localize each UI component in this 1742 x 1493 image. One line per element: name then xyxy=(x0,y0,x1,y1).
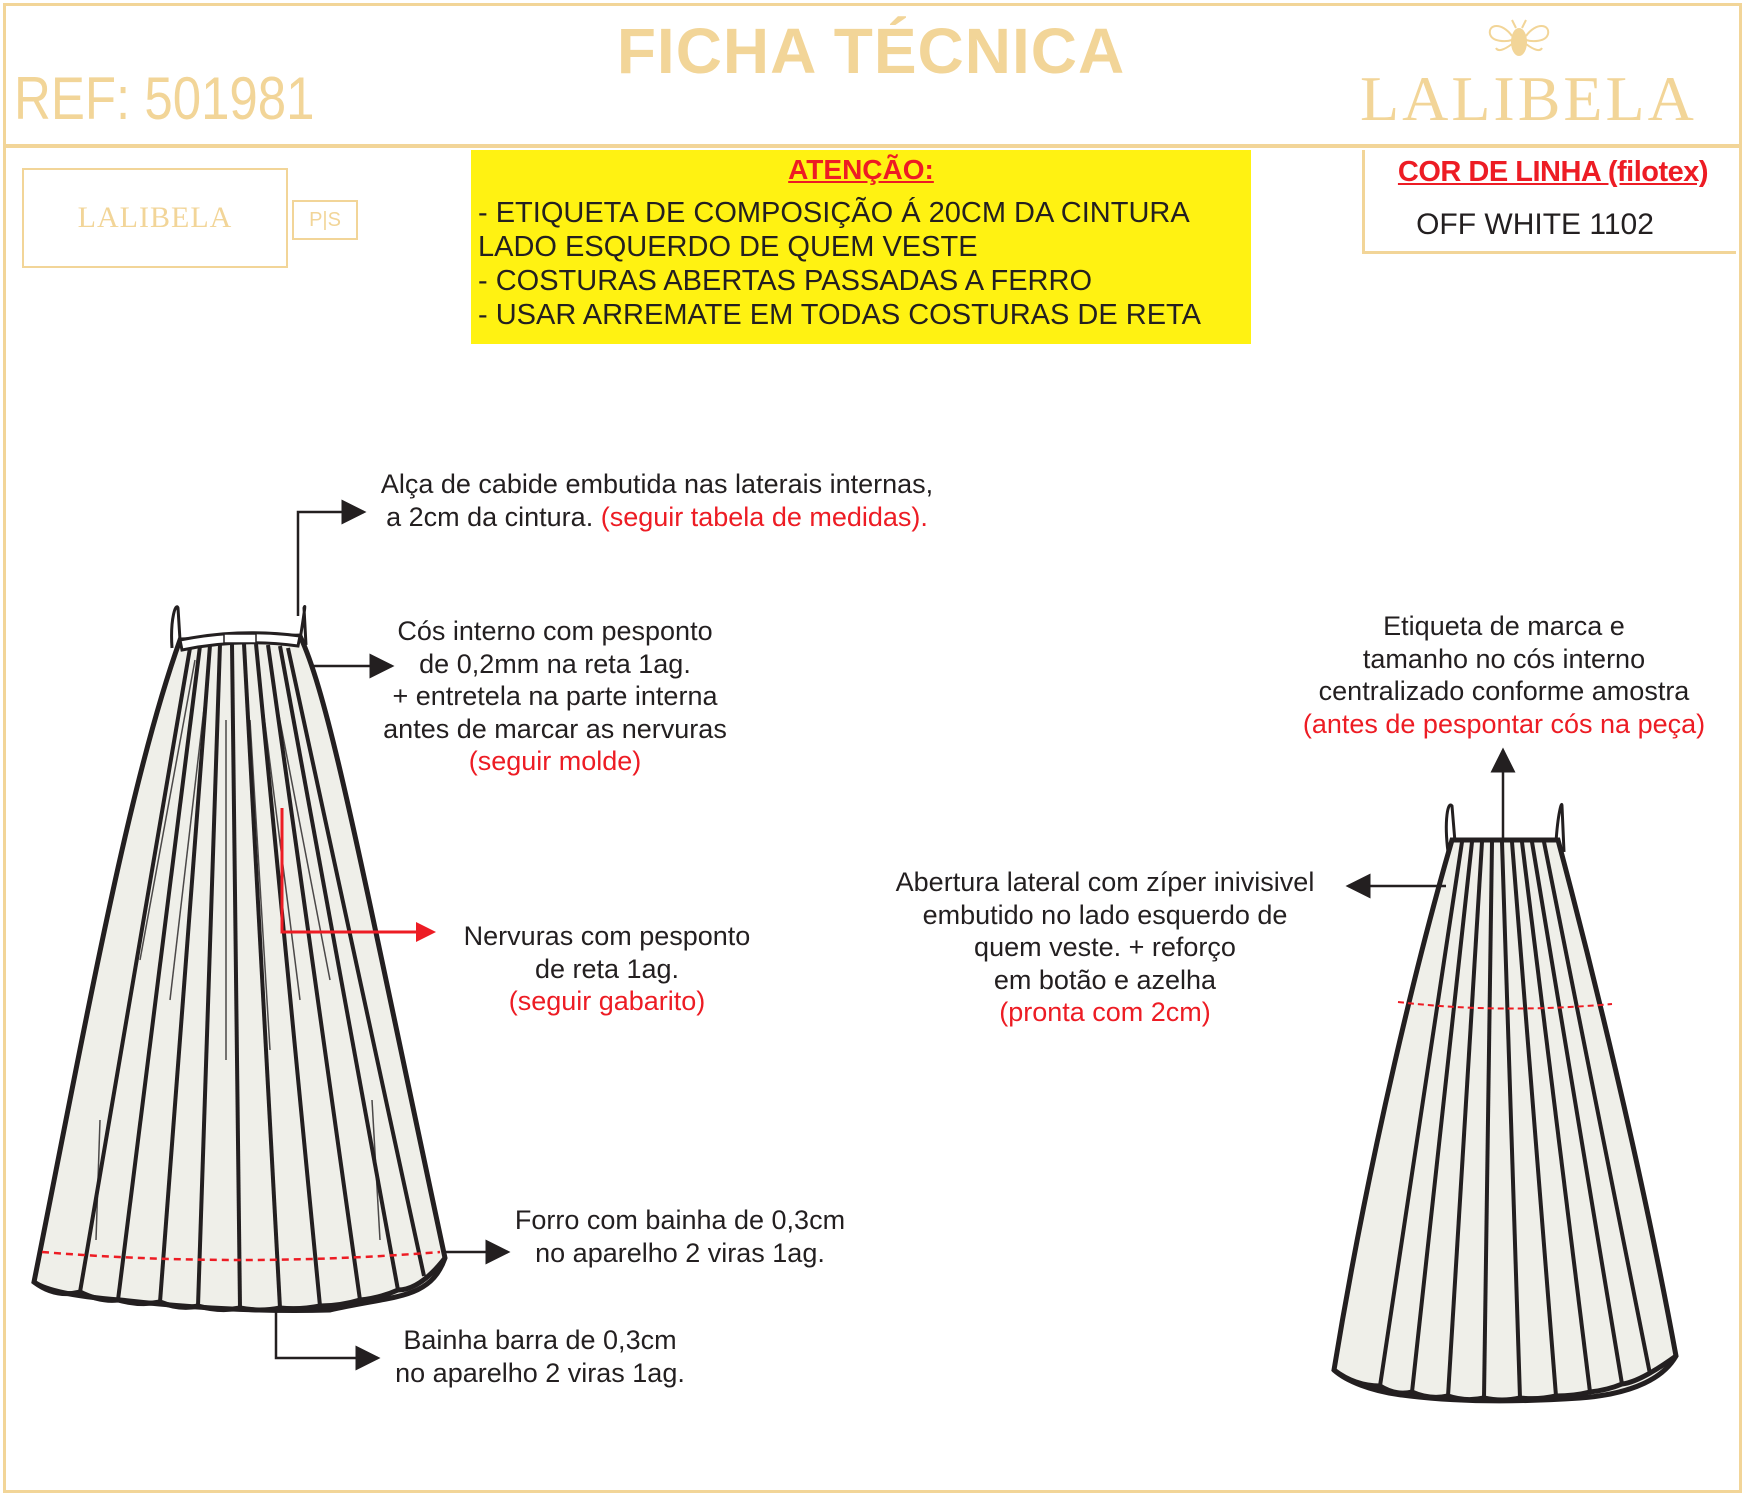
note-red-text: (antes de pespontar cós na peça) xyxy=(1302,708,1706,739)
note-text: Abertura lateral com zíper inivisivel xyxy=(895,867,1315,897)
note-pintucks xyxy=(446,920,768,1018)
note-text: a 2cm da cintura. xyxy=(386,501,594,532)
thread-color-title: COR DE LINHA (filotex) xyxy=(1397,156,1709,188)
note-text: + entretela na parte interna xyxy=(392,681,718,711)
attention-line: LADO ESQUERDO DE QUEM VESTE xyxy=(478,231,978,263)
note-text: tamanho no cós interno xyxy=(1362,643,1646,674)
note-red-text: (pronta com 2cm) xyxy=(999,997,1211,1027)
note-text: Nervuras com pesponto xyxy=(463,921,751,951)
attention-line: - USAR ARREMATE EM TODAS COSTURAS DE RETA xyxy=(478,299,1201,331)
note-text: embutido no lado esquerdo de xyxy=(922,899,1288,930)
note-text: no aparelho 2 viras 1ag. xyxy=(395,1357,685,1388)
note-red-text: (seguir gabarito) xyxy=(508,986,706,1016)
attention-line: - COSTURAS ABERTAS PASSADAS A FERRO xyxy=(478,265,1092,297)
note-text: antes de marcar as nervuras xyxy=(383,713,727,744)
brand-logo: LALIBELA xyxy=(1360,63,1697,134)
note-zipper xyxy=(874,866,1336,1029)
brand-label-sample: LALIBELA xyxy=(22,168,288,268)
page-title: FICHA TÉCNICA xyxy=(616,15,1126,87)
note-brand-label xyxy=(1284,610,1724,740)
attention-line: - ETIQUETA DE COMPOSIÇÃO Á 20CM DA CINTURA xyxy=(478,197,1190,229)
note-waistband xyxy=(362,615,748,778)
note-text: de 0,2mm na reta 1ag. xyxy=(419,648,691,679)
note-text: Bainha barra de 0,3cm xyxy=(403,1325,677,1355)
size-label-sample: P|S xyxy=(292,200,358,240)
note-red-text: (seguir molde) xyxy=(468,746,642,776)
note-red-text: (seguir tabela de medidas). xyxy=(600,501,928,532)
reference-code: REF: 501981 xyxy=(14,65,315,132)
note-text: em botão e azelha xyxy=(993,964,1217,995)
note-text: centralizado conforme amostra xyxy=(1318,676,1690,706)
note-text: quem veste. + reforço xyxy=(974,932,1236,962)
note-text: Alça de cabide embutida nas laterais internas, xyxy=(380,469,934,499)
note-text: Forro com bainha de 0,3cm xyxy=(514,1205,846,1235)
thread-color-value: OFF WHITE 1102 xyxy=(1416,208,1654,241)
note-text: de reta 1ag. xyxy=(534,953,680,984)
note-hanger-loop xyxy=(362,468,952,533)
skirt-back-drawing xyxy=(1334,805,1676,1401)
note-text: no aparelho 2 viras 1ag. xyxy=(535,1237,825,1268)
note-hem xyxy=(376,1324,704,1389)
note-text: Etiqueta de marca e xyxy=(1383,611,1625,641)
attention-title: ATENÇÃO: xyxy=(788,154,934,185)
note-text: Cós interno com pesponto xyxy=(397,616,713,646)
note-lining xyxy=(492,1204,868,1269)
